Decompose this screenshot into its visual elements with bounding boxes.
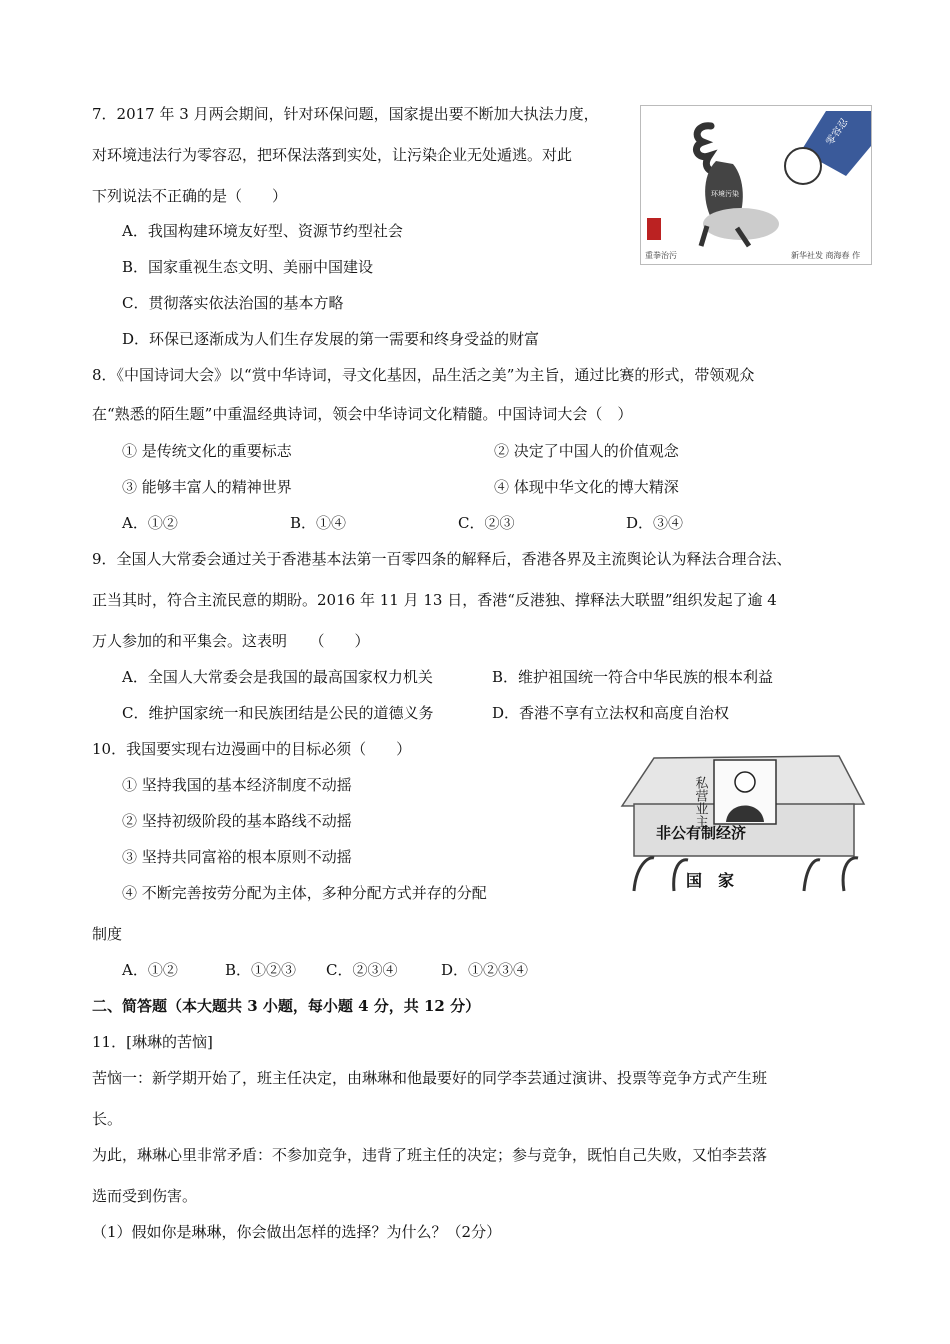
q7-option-d: D．环保已逐渐成为人们生存发展的第一需要和终身受益的财富 [122,330,540,348]
q10-cartoon-drawing [614,746,872,896]
q8-choice-d: D．③④ [626,514,684,532]
seal-stamp [647,218,661,240]
q10-cartoon [614,746,872,896]
q11-p2-line1: 为此，琳琳心里非常矛盾：不参加竞争，违背了班主任的决定；参与竞争，既怕自己失败，又怕李芸落 [92,1146,768,1164]
q8-choice-b: B．①④ [290,514,347,532]
q10-item-4: ④ 不断完善按劳分配为主体，多种分配方式并存的分配 [122,884,487,902]
q8-choice-c: C．②③ [458,514,515,532]
q7-cartoon [640,105,872,265]
q11-subquestion-1: （1）假如你是琳琳，你会做出怎样的选择？为什么？（2分） [92,1223,502,1241]
person-head-icon [735,772,755,792]
q9-stem-line2: 正当其时，符合主流民意的期盼。2016 年 11 月 13 日，香港“反港独、撑释法大联盟”组织发起了逾 4 [92,591,777,609]
q8-item-2: ② 决定了中国人的价值观念 [494,442,679,460]
q8-item-1: ① 是传统文化的重要标志 [122,442,292,460]
q9-option-a: A．全国人大常委会是我国的最高国家权力机关 [122,668,433,686]
bottom-label: 国 家 [686,871,735,890]
fist-icon [785,148,821,184]
q8-item-4: ④ 体现中华文化的博大精深 [494,478,679,496]
q9-stem-line3: 万人参加的和平集会。这表明 （ ） [92,632,370,650]
fist-label: 零容忍 [824,116,851,148]
q7-option-b: B．国家重视生态文明、美丽中国建设 [122,258,374,276]
q10-item-3: ③ 坚持共同富裕的根本原则不动摇 [122,848,352,866]
q8-stem-line2: 在“熟悉的陌生题”中重温经典诗词，领会中华诗词文化精髓。中国诗词大会（ ） [92,405,633,423]
q7-cartoon-caption-right: 新华社发 商海春 作 [791,251,861,260]
q10-item-2: ② 坚持初级阶段的基本路线不动摇 [122,812,352,830]
q8-choice-a: A．①② [122,514,178,532]
q11-title: 11．[琳琳的苦恼] [92,1033,213,1051]
q11-p1-line1: 苦恼一：新学期开始了，班主任决定，由琳琳和他最要好的同学李芸通过演讲、投票等竞争方式产生班 [92,1069,768,1087]
supporting-hands-shape [634,858,858,891]
q7-option-c: C．贯彻落实依法治国的基本方略 [122,294,344,312]
q7-cartoon-caption-left: 重拳治污 [645,251,677,260]
q7-option-a: A．我国构建环境友好型、资源节约型社会 [122,222,403,240]
q9-stem-line1: 9．全国人大常委会通过关于香港基本法第一百零四条的解释后，香港各界及主流舆论认为释法合理合法、 [92,550,792,568]
section-2-heading: 二、简答题（本大题共 3 小题，每小题 4 分，共 12 分） [92,997,481,1015]
q8-stem-line1: 8．《中国诗词大会》以“赏中华诗词，寻文化基因，品生活之美”为主旨，通过比赛的形式，带领观众 [92,366,755,384]
q10-choice-d: D．①②③④ [441,961,529,979]
q10-choice-c: C．②③④ [326,961,398,979]
q10-item-1: ① 坚持我国的基本经济制度不动摇 [122,776,352,794]
q7-stem-line1: 7．2017 年 3 月两会期间，针对环保问题，国家提出要不断加大执法力度， [92,105,599,123]
q9-option-b: B．维护祖国统一符合中华民族的根本利益 [492,668,774,686]
q10-choice-a: A．①② [122,961,178,979]
q7-stem-line2: 对环境违法行为零容忍，把环保法落到实处，让污染企业无处遁逃。对此 [92,146,573,164]
q7-stem-line3: 下列说法不正确的是（ ） [92,187,288,205]
q10-item-4-continued: 制度 [92,925,123,943]
sign-label: 私营业主 [692,776,708,828]
q10-stem: 10．我国要实现右边漫画中的目标必须（ ） [92,740,412,758]
board-label: 非公有制经济 [656,824,747,842]
q10-choice-b: B．①②③ [225,961,297,979]
q7-cartoon-drawing [641,106,871,264]
q8-item-3: ③ 能够丰富人的精神世界 [122,478,292,496]
q9-option-d: D．香港不享有立法权和高度自治权 [492,704,730,722]
q11-p1-line2: 长。 [92,1110,123,1128]
q11-p2-line2: 选而受到伤害。 [92,1187,198,1205]
q9-option-c: C．维护国家统一和民族团结是公民的道德义务 [122,704,434,722]
polluter-label: 环境污染 [711,190,739,198]
